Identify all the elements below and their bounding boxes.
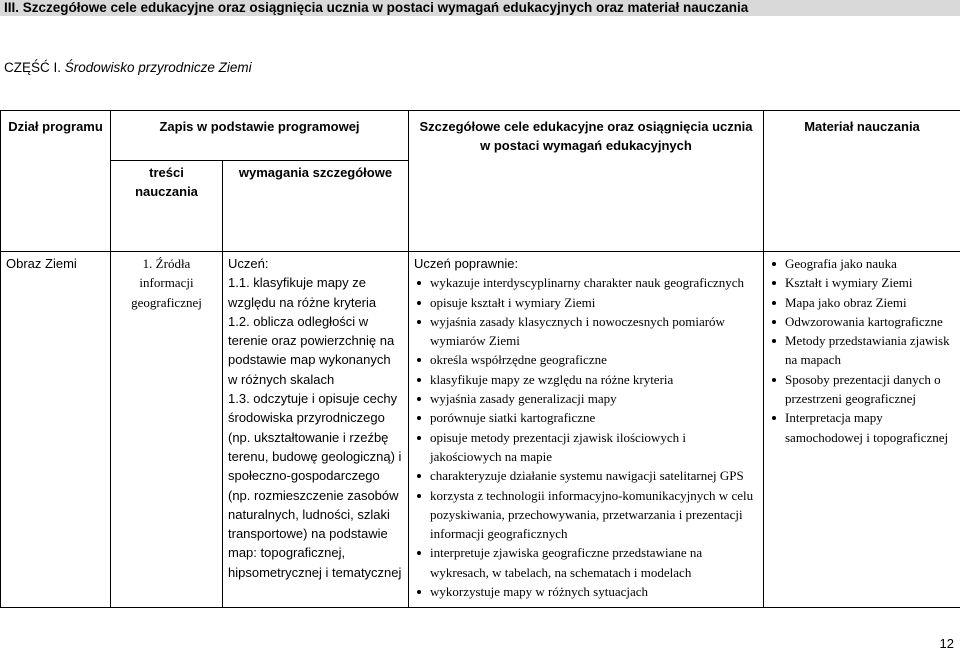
header-dzial: Dział programu bbox=[1, 111, 111, 252]
list-item: wykazuje interdyscyplinarny charakter nauk geograficznych bbox=[414, 273, 758, 292]
list-item: korzysta z technologii informacyjno-komunikacyjnych w celu pozyskiwania, przechowywania, przetwarzania i prezentacji informacji geograficznych bbox=[414, 486, 758, 544]
header-tresci: treści nauczania bbox=[111, 161, 223, 252]
part-title bbox=[4, 60, 252, 75]
list-item: interpretuje zjawiska geograficzne przedstawiane na wykresach, w tabelach, na schematach i modelach bbox=[414, 543, 758, 582]
list-item: opisuje metody prezentacji zjawisk ilościowych i jakościowych na mapie bbox=[414, 428, 758, 467]
part-prefix: CZĘŚĆ I. bbox=[4, 60, 65, 75]
cell-material bbox=[764, 252, 960, 608]
list-item: Geografia jako nauka bbox=[769, 254, 955, 273]
list-item: wyjaśnia zasady generalizacji mapy bbox=[414, 389, 758, 408]
cell-dzial: Obraz Ziemi bbox=[1, 252, 111, 608]
list-item: Sposoby prezentacji danych o przestrzeni geograficznej bbox=[769, 370, 955, 409]
wymagania-item: 1.3. odczytuje i opisuje cechy środowiska przyrodniczego (np. ukształtowanie i rzeźbę terenu, budowę geologiczną) i społeczno-gospodarczego (np. rozmieszczenie zasobów naturalnych, ludności, szlaki transportowe) na podstawie map: topograficznej, hipsometrycznej i tematycznej bbox=[228, 391, 402, 580]
list-item: wykorzystuje mapy w różnych sytuacjach bbox=[414, 582, 758, 601]
list-item: Odwzorowania kartograficzne bbox=[769, 312, 955, 331]
cell-wymagania bbox=[223, 252, 409, 608]
header-wymagania: wymagania szczegółowe bbox=[223, 161, 409, 252]
list-item: wyjaśnia zasady klasycznych i nowoczesnych pomiarów wymiarów Ziemi bbox=[414, 312, 758, 351]
list-item: porównuje siatki kartograficzne bbox=[414, 408, 758, 427]
cell-tresci: 1. Źródła informacji geograficznej bbox=[111, 252, 223, 608]
cele-intro: Uczeń poprawnie: bbox=[414, 256, 519, 271]
table-row bbox=[1, 252, 960, 608]
list-item: klasyfikuje mapy ze względu na różne kryteria bbox=[414, 370, 758, 389]
list-item: Interpretacja mapy samochodowej i topograficznej bbox=[769, 408, 955, 447]
part-name: Środowisko przyrodnicze Ziemi bbox=[64, 60, 252, 75]
material-list bbox=[769, 254, 955, 447]
list-item: opisuje kształt i wymiary Ziemi bbox=[414, 293, 758, 312]
header-cele: Szczegółowe cele edukacyjne oraz osiągnięcia ucznia w postaci wymagań edukacyjnych bbox=[409, 111, 764, 252]
list-item: określa współrzędne geograficzne bbox=[414, 350, 758, 369]
list-item: Metody przedstawiania zjawisk na mapach bbox=[769, 331, 955, 370]
wymagania-intro: Uczeń: bbox=[228, 256, 269, 271]
page-number: 12 bbox=[939, 636, 954, 651]
cell-cele bbox=[409, 252, 764, 608]
list-item: charakteryzuje działanie systemu nawigacji satelitarnej GPS bbox=[414, 466, 758, 485]
header-material: Materiał nauczania bbox=[764, 111, 960, 252]
header-zapis: Zapis w podstawie programowej bbox=[111, 111, 409, 161]
list-item: Mapa jako obraz Ziemi bbox=[769, 293, 955, 312]
wymagania-item: 1.1. klasyfikuje mapy ze względu na różne kryteria bbox=[228, 275, 377, 310]
wymagania-item: 1.2. oblicza odległości w terenie oraz powierzchnię na podstawie map wykonanych w różnych skalach bbox=[228, 313, 395, 387]
list-item: Kształt i wymiary Ziemi bbox=[769, 273, 955, 292]
cele-list bbox=[414, 273, 758, 601]
curriculum-table bbox=[0, 110, 960, 608]
section-heading: III. Szczegółowe cele edukacyjne oraz osiągnięcia ucznia w postaci wymagań edukacyjnych oraz materiał nauczania bbox=[0, 0, 960, 16]
